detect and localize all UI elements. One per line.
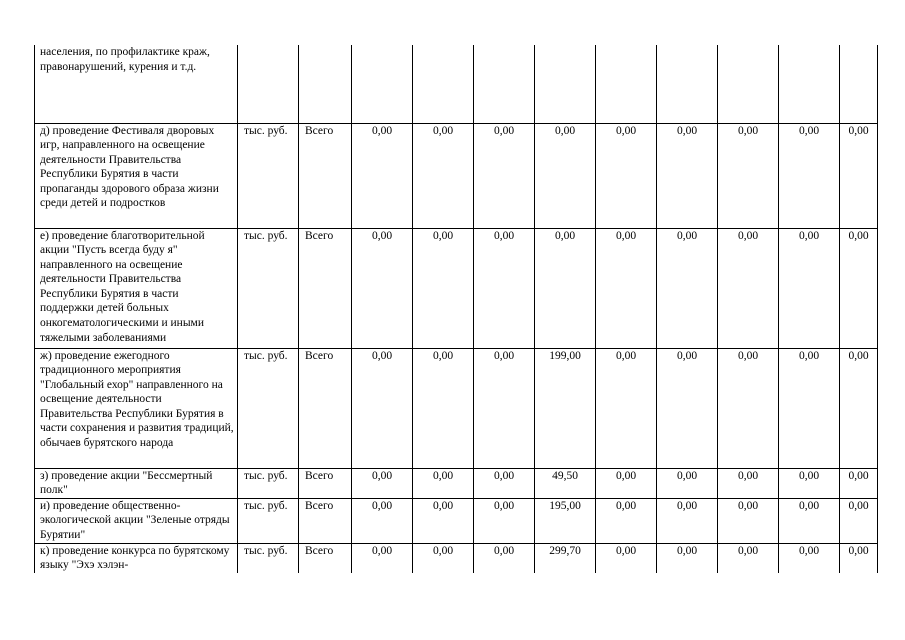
row-description: ж) проведение ежегодного традиционного мероприятия "Глобальный ехор" направленного на освещение деятельности Правительства Республики Бурятия в части сохранения и развития традиций, обычаев бурятского народа [35,348,238,468]
budget-table [34,45,878,573]
table-row [35,45,878,123]
value-cell: 0,00 [657,348,718,468]
value-cell: 0,00 [779,348,840,468]
row-unit: тыс. руб. [238,468,299,498]
value-cell: 0,00 [779,123,840,228]
row-unit: тыс. руб. [238,228,299,348]
value-cell [535,45,596,123]
row-unit: тыс. руб. [238,543,299,573]
table-row [35,228,878,348]
value-cell [779,45,840,123]
value-cell: 0,00 [413,348,474,468]
value-cell: 0,00 [596,228,657,348]
row-description: и) проведение общественно- экологической акции "Зеленые отряды Бурятии" [35,498,238,543]
value-cell: 0,00 [413,468,474,498]
row-total-label: Всего [299,228,352,348]
value-cell [413,45,474,123]
row-description: населения, по профилактике краж, правонарушений, курения и т.д. [35,45,238,123]
row-total-label [299,45,352,123]
value-cell: 0,00 [474,543,535,573]
value-cell: 0,00 [413,543,474,573]
value-cell: 0,00 [413,228,474,348]
value-cell: 0,00 [718,468,779,498]
row-description: е) проведение благотворительной акции "Пусть всегда буду я" направленного на освещение деятельности Правительства Республики Бурятия в части поддержки детей больных онкогематологическими и иными тяжелыми заболеваниями [35,228,238,348]
value-cell: 0,00 [474,468,535,498]
table-row [35,468,878,498]
value-cell: 0,00 [840,543,878,573]
value-cell: 0,00 [596,468,657,498]
value-cell: 0,00 [840,228,878,348]
row-unit: тыс. руб. [238,348,299,468]
value-cell: 0,00 [779,468,840,498]
value-cell: 0,00 [352,348,413,468]
value-cell: 0,00 [657,228,718,348]
table-row [35,348,878,468]
value-cell: 0,00 [718,498,779,543]
table-row [35,123,878,228]
value-cell: 199,00 [535,348,596,468]
value-cell: 0,00 [718,123,779,228]
value-cell: 0,00 [779,228,840,348]
value-cell: 0,00 [657,123,718,228]
row-description: з) проведение акции "Бессмертный полк" [35,468,238,498]
value-cell: 0,00 [474,498,535,543]
value-cell: 0,00 [352,468,413,498]
value-cell: 0,00 [535,228,596,348]
value-cell: 0,00 [840,123,878,228]
value-cell [718,45,779,123]
value-cell: 0,00 [596,498,657,543]
value-cell: 0,00 [352,123,413,228]
value-cell: 195,00 [535,498,596,543]
row-total-label: Всего [299,498,352,543]
value-cell: 0,00 [718,543,779,573]
value-cell: 0,00 [352,498,413,543]
value-cell: 0,00 [840,498,878,543]
value-cell: 0,00 [352,228,413,348]
row-total-label: Всего [299,468,352,498]
value-cell: 0,00 [657,543,718,573]
value-cell: 0,00 [840,348,878,468]
value-cell: 0,00 [718,348,779,468]
value-cell: 0,00 [596,543,657,573]
value-cell: 0,00 [657,498,718,543]
value-cell: 0,00 [596,123,657,228]
value-cell: 0,00 [596,348,657,468]
value-cell: 0,00 [352,543,413,573]
value-cell: 49,50 [535,468,596,498]
value-cell: 0,00 [413,498,474,543]
value-cell: 0,00 [474,123,535,228]
value-cell: 0,00 [840,468,878,498]
value-cell: 299,70 [535,543,596,573]
row-total-label: Всего [299,543,352,573]
row-unit: тыс. руб. [238,498,299,543]
row-description: д) проведение Фестиваля дворовых игр, направленного на освещение деятельности Правительства Республики Бурятия в части пропаганды здорового образа жизни среди детей и подростков [35,123,238,228]
value-cell: 0,00 [779,498,840,543]
value-cell [596,45,657,123]
value-cell: 0,00 [413,123,474,228]
table-body [35,45,878,573]
value-cell [474,45,535,123]
value-cell [840,45,878,123]
value-cell: 0,00 [474,228,535,348]
table-row [35,498,878,543]
value-cell: 0,00 [657,468,718,498]
value-cell: 0,00 [718,228,779,348]
table-row [35,543,878,573]
row-unit: тыс. руб. [238,123,299,228]
row-description: к) проведение конкурса по бурятскому языку "Эхэ хэлэн- [35,543,238,573]
value-cell: 0,00 [535,123,596,228]
value-cell [657,45,718,123]
value-cell: 0,00 [779,543,840,573]
value-cell: 0,00 [474,348,535,468]
row-total-label: Всего [299,123,352,228]
value-cell [352,45,413,123]
row-total-label: Всего [299,348,352,468]
row-unit [238,45,299,123]
